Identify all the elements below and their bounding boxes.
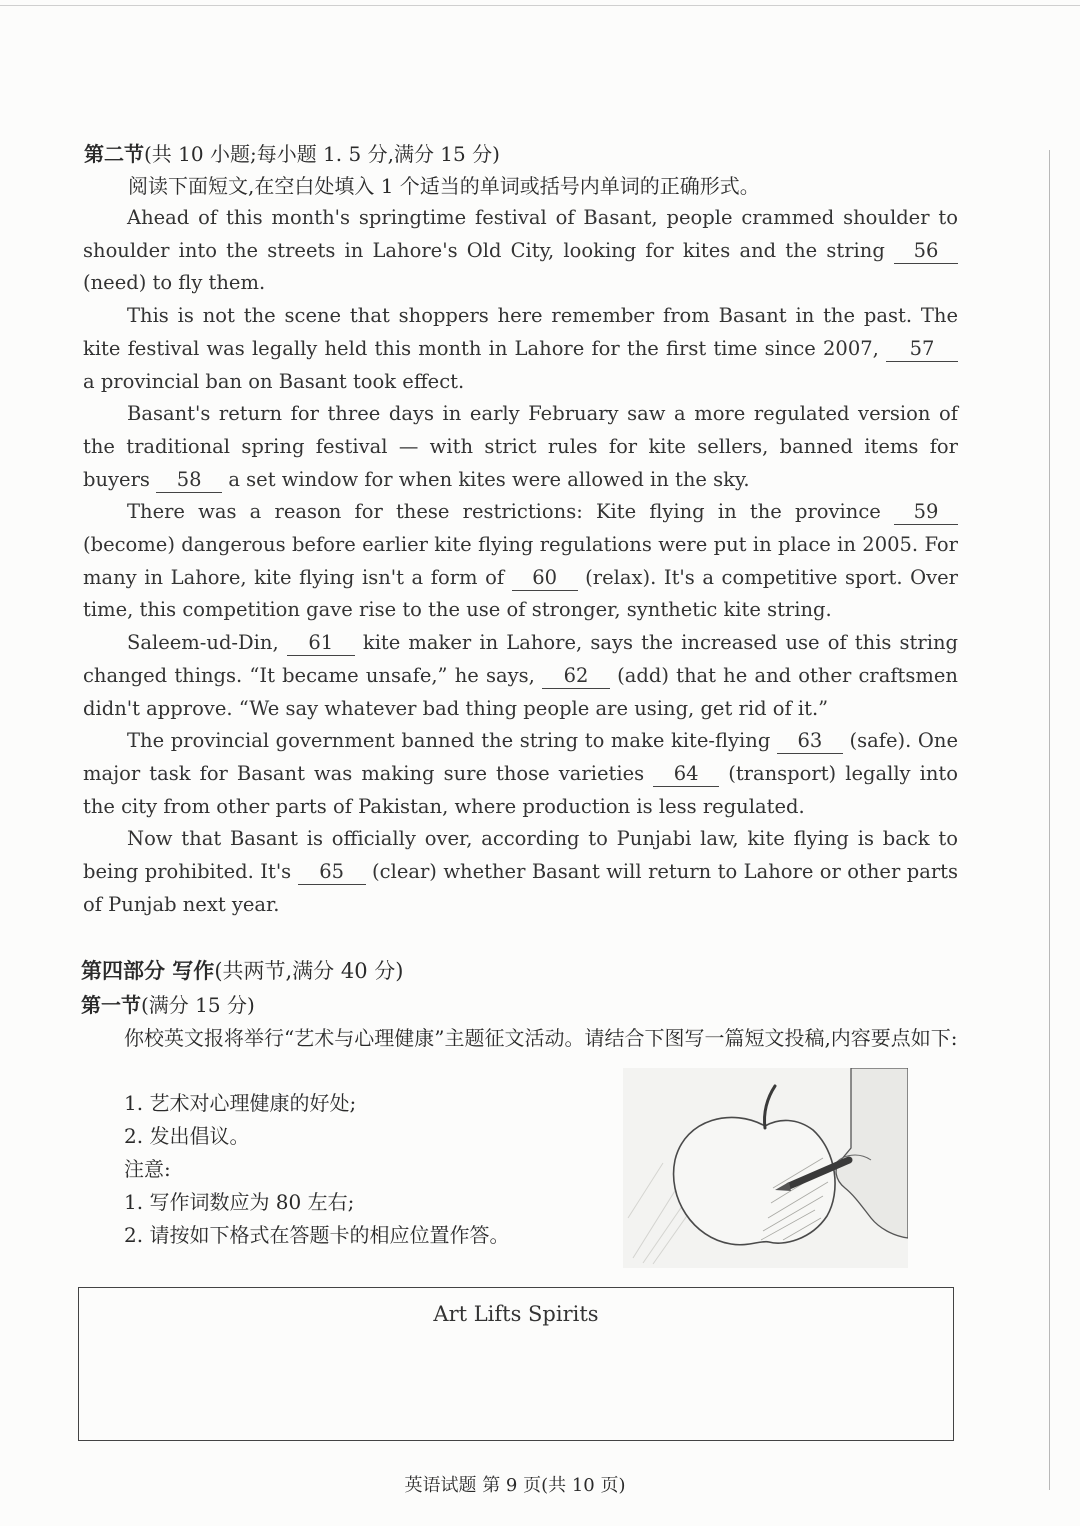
blank-60: 60	[512, 566, 578, 591]
cloze-passage	[83, 202, 958, 921]
writing-prompt: 你校英文报将举行“艺术与心理健康”主题征文活动。请结合下图写一篇短文投稿,内容要点如下:	[124, 1026, 958, 1050]
section-2-instruction: 阅读下面短文,在空白处填入 1 个适当的单词或括号内单词的正确形式。	[128, 174, 760, 198]
writing-points	[124, 1087, 509, 1252]
paragraph-6: The provincial government banned the string to make kite-flying 63 (safe). One major task for Basant was making sure those varieties 64 (transport) legally into the city from other parts of Pakistan, where production is less regulated.	[83, 729, 958, 818]
note-item: 1. 写作词数应为 80 左右;	[124, 1190, 355, 1214]
paragraph-3: Basant's return for three days in early February saw a more regulated version of the traditional spring festival — with strict rules for kite sellers, banned items for buyers 58 a set window for when kites were allowed in the sky.	[83, 402, 958, 491]
note-label: 注意:	[124, 1157, 171, 1181]
answer-box	[78, 1287, 954, 1441]
margin-rule	[1049, 150, 1050, 1490]
blank-62: 62	[542, 664, 610, 689]
paragraph-4: There was a reason for these restrictions: Kite flying in the province 59 (become) dangerous before earlier kite flying regulations were put in place in 2005. For many in Lahore, kite flying isn't a form of 60 (relax). It's a competitive sport. Over time, this competition gave rise to the use of stronger, synthetic kite string.	[83, 500, 959, 622]
blank-64: 64	[653, 762, 719, 787]
blank-57: 57	[886, 337, 958, 362]
point-item: 2. 发出倡议。	[124, 1124, 250, 1148]
paragraph-5: Saleem-ud-Din, 61 kite maker in Lahore, says the increased use of this string changed things. “It became unsafe,” he says, 62 (add) that he and other craftsmen didn't approve. “We say whatever bad thing people are using, get rid of it.”	[83, 631, 958, 720]
answer-title: Art Lifts Spirits	[433, 1302, 599, 1326]
point-item: 1. 艺术对心理健康的好处;	[124, 1091, 357, 1115]
blank-59: 59	[894, 500, 958, 525]
part-4-heading: 第四部分 写作(共两节,满分 40 分)	[81, 959, 404, 983]
top-rule	[0, 5, 1080, 6]
blank-63: 63	[777, 729, 843, 754]
paragraph-2: This is not the scene that shoppers here remember from Basant in the past. The kite festival was legally held this month in Lahore for the first time since 2007, 57 a provincial ban on Basant took effect.	[83, 304, 958, 393]
blank-65: 65	[298, 860, 366, 885]
paragraph-1: Ahead of this month's springtime festival of Basant, people crammed shoulder to shoulder into the streets in Lahore's Old City, looking for kites and the string 56 (need) to fly them.	[83, 206, 958, 295]
section-2-heading: 第二节(共 10 小题;每小题 1. 5 分,满分 15 分)	[84, 142, 500, 166]
page-footer: 英语试题 第 9 页(共 10 页)	[404, 1475, 626, 1496]
paragraph-7: Now that Basant is officially over, according to Punjabi law, kite flying is back to being prohibited. It's 65 (clear) whether Basant will return to Lahore or other parts of Punjab next year.	[83, 827, 959, 916]
blank-56: 56	[894, 239, 958, 264]
note-item: 2. 请按如下格式在答题卡的相应位置作答。	[124, 1223, 510, 1247]
blank-58: 58	[156, 468, 222, 493]
apple-drawing-illustration	[623, 1068, 908, 1268]
blank-61: 61	[287, 631, 355, 656]
writing-section-1-heading: 第一节(满分 15 分)	[81, 993, 255, 1017]
